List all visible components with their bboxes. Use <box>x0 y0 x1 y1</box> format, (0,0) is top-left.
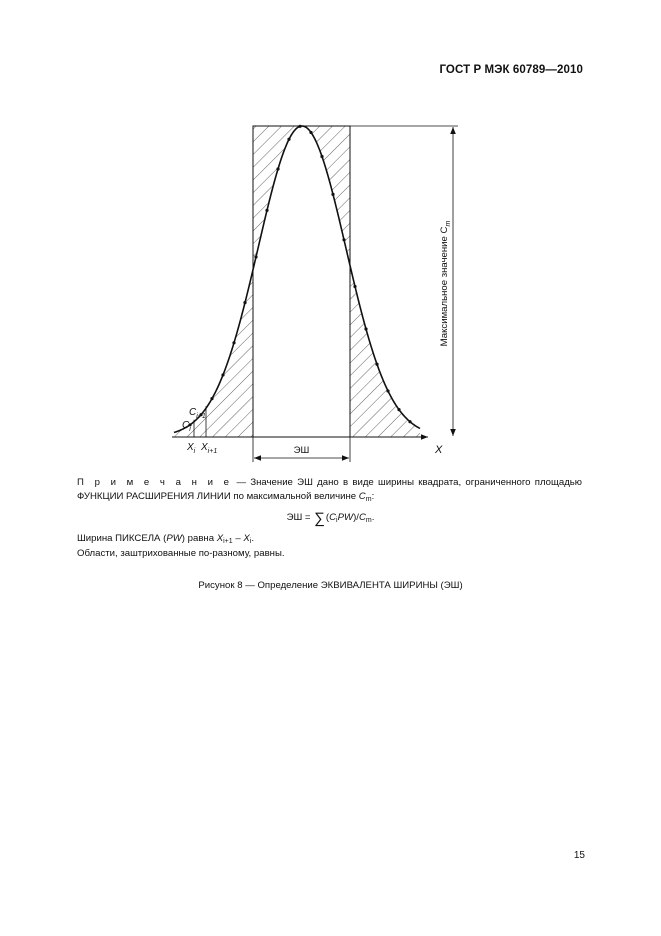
figure-caption: Рисунок 8 — Определение ЭКВИВАЛЕНТА ШИРИНЫ (ЭШ) <box>198 580 463 591</box>
curve-point <box>331 193 334 196</box>
curve-point <box>397 408 400 411</box>
formula-end: . <box>371 512 375 523</box>
curve-point <box>221 373 224 376</box>
curve-point <box>276 167 279 170</box>
ci1-label: Ci+1 <box>189 407 206 420</box>
cm-dimension-label: Максимальное значение Cm <box>439 220 452 347</box>
note-cm-sub: m <box>365 495 372 503</box>
note-end: : <box>371 490 375 502</box>
pixel-width-definition: Ширина ПИКСЕЛА (PW) равна $X_{i+1} - X_i$. <box>77 533 254 545</box>
formula-sum: ∑ <box>314 510 325 527</box>
curve-point <box>408 420 411 423</box>
xi1-label: Xi+1 <box>201 442 218 455</box>
figure-note <box>77 476 582 504</box>
formula-open: ( <box>325 512 330 523</box>
formula-c-sub: i <box>336 517 338 524</box>
standard-header: ГОСТ Р МЭК 60789—2010 <box>439 64 583 76</box>
curve-point <box>254 255 257 258</box>
curve-point <box>320 155 323 158</box>
x-axis-label: X <box>435 444 443 456</box>
curve-point <box>342 238 345 241</box>
curve-point <box>298 125 301 128</box>
curve-point <box>353 285 356 288</box>
curve-point <box>265 209 268 212</box>
formula-lhs: ЭШ = <box>286 512 314 523</box>
ci-label: Ci <box>182 420 191 433</box>
curve-point <box>375 363 378 366</box>
curve-point <box>232 341 235 344</box>
formula-close: )/ <box>353 512 359 523</box>
note-prefix: П р и м е ч а н и е <box>77 477 233 488</box>
note-cm: C <box>358 490 366 502</box>
page-number: 15 <box>573 850 585 861</box>
curve-point <box>386 389 389 392</box>
esh-formula <box>0 510 661 527</box>
curve-point <box>364 327 367 330</box>
esh-dimension-label: ЭШ <box>293 445 310 456</box>
curve-point <box>287 138 290 141</box>
formula-cm-sub: m <box>365 517 372 524</box>
formula-cm: C <box>358 512 366 523</box>
note-text: — Значение ЭШ дано в виде ширины квадрата, ограниченного площадью ФУНКЦИИ РАСШИРЕНИЯ ЛИНИИ по максимальной величине <box>77 477 583 502</box>
formula-c: C <box>329 512 337 523</box>
hatched-areas-statement: Области, заштрихованные по-разному, равны. <box>77 548 285 559</box>
formula-pw: PW <box>337 512 354 523</box>
curve-point <box>243 301 246 304</box>
xi-label: Xi <box>187 442 196 455</box>
curve-point <box>210 397 213 400</box>
curve-point <box>309 131 312 134</box>
